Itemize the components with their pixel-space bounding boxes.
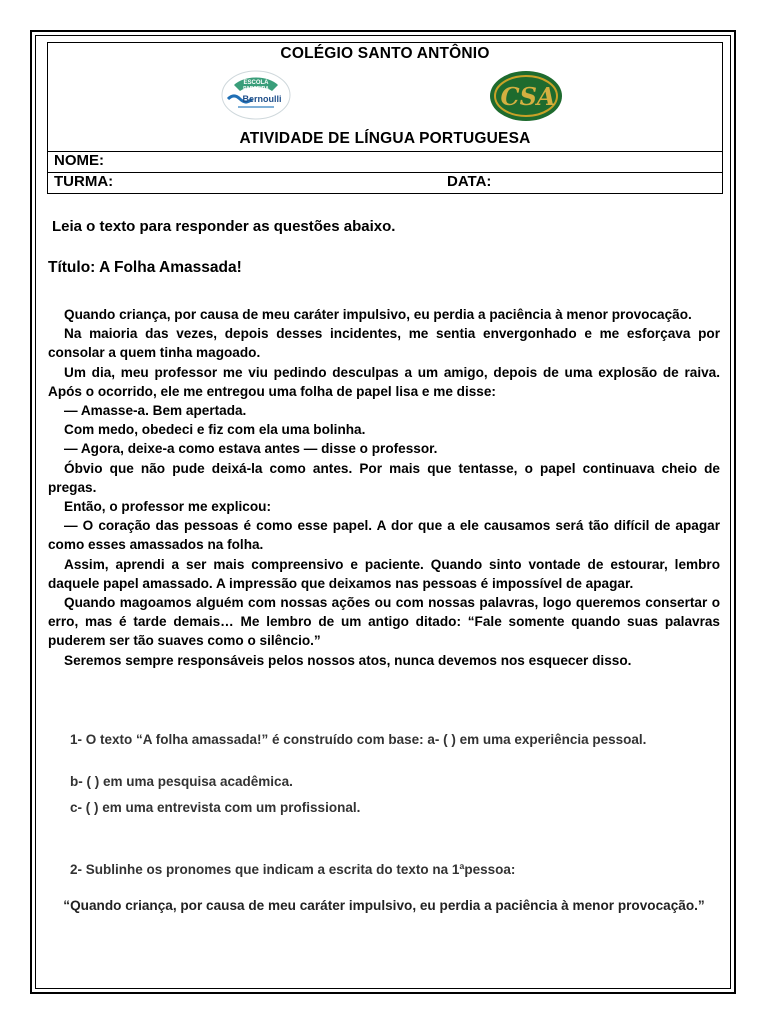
paragraph: Com medo, obedeci e fiz com ela uma bolinha. xyxy=(64,422,366,438)
question-1-option-c: c- ( ) em uma entrevista com um profissional. xyxy=(70,800,361,815)
question-1-option-b: b- ( ) em uma pesquisa acadêmica. xyxy=(70,774,293,789)
svg-text:Bernoulli: Bernoulli xyxy=(242,94,282,104)
paragraph: Seremos sempre responsáveis pelos nossos atos, nunca devemos nos esquecer disso. xyxy=(64,652,632,668)
svg-text:CSA: CSA xyxy=(500,82,556,111)
question-1: 1- O texto “A folha amassada!” é construído com base: a- ( ) em uma experiência pessoal. xyxy=(70,732,647,747)
paragraph: Quando criança, por causa de meu caráter impulsivo, eu perdia a paciência à menor provocação. xyxy=(64,307,692,322)
text-title: Título: A Folha Amassada! xyxy=(48,259,242,276)
svg-text:ESCOLA: ESCOLA xyxy=(243,80,269,86)
school-name: COLÉGIO SANTO ANTÔNIO xyxy=(280,45,490,62)
divider xyxy=(48,151,722,152)
question-2: 2- Sublinhe os pronomes que indicam a escrita do texto na 1ªpessoa: xyxy=(70,862,516,877)
paragraph: Na maioria das vezes, depois desses incidentes, me sentia envergonhado e me esforçava por consolar a quem tinha magoado. xyxy=(48,326,720,361)
paragraph: — Amasse-a. Bem apertada. xyxy=(64,403,247,419)
divider xyxy=(48,172,722,173)
question-2-quote: “Quando criança, por causa de meu caráter impulsivo, eu perdia a paciência à menor provocação.” xyxy=(63,898,705,913)
activity-title: ATIVIDADE DE LÍNGUA PORTUGUESA xyxy=(239,130,531,147)
story-text xyxy=(48,305,720,670)
bernoulli-logo xyxy=(220,69,292,121)
name-label: NOME: xyxy=(54,152,104,169)
paragraph: Um dia, meu professor me viu pedindo desculpas a um amigo, depois de uma explosão de raiva. Após o ocorrido, ele me entregou uma folha de papel lisa e me disse: xyxy=(48,364,720,399)
paragraph: — O coração das pessoas é como esse papel. A dor que a ele causamos será tão difícil de apagar como esses amassados na folha. xyxy=(48,518,720,553)
instructions: Leia o texto para responder as questões abaixo. xyxy=(52,218,396,235)
paragraph: Quando magoamos alguém com nossas ações ou com nossas palavras, logo queremos consertar o erro, mas é tarde demais… Me lembro de um antigo ditado: “Fale somente quando suas palavras puderem ser tão suaves como o silêncio.” xyxy=(48,595,720,649)
class-label: TURMA: xyxy=(54,173,114,190)
header-box xyxy=(47,42,723,194)
paragraph: Assim, aprendi a ser mais compreensivo e paciente. Quando sinto vontade de estourar, lembro daquele papel amassado. A impressão que deixamos nas pessoas é impossível de apagar. xyxy=(48,556,720,591)
paragraph: Óbvio que não pude deixá-la como antes. Por mais que tentasse, o papel continuava cheio de pregas. xyxy=(48,460,720,495)
paragraph: Então, o professor me explicou: xyxy=(64,499,271,515)
date-label: DATA: xyxy=(447,173,492,190)
svg-text:PARCEIRA: PARCEIRA xyxy=(243,86,269,92)
paragraph: — Agora, deixe-a como estava antes — disse o professor. xyxy=(64,441,438,457)
csa-logo xyxy=(488,69,564,123)
